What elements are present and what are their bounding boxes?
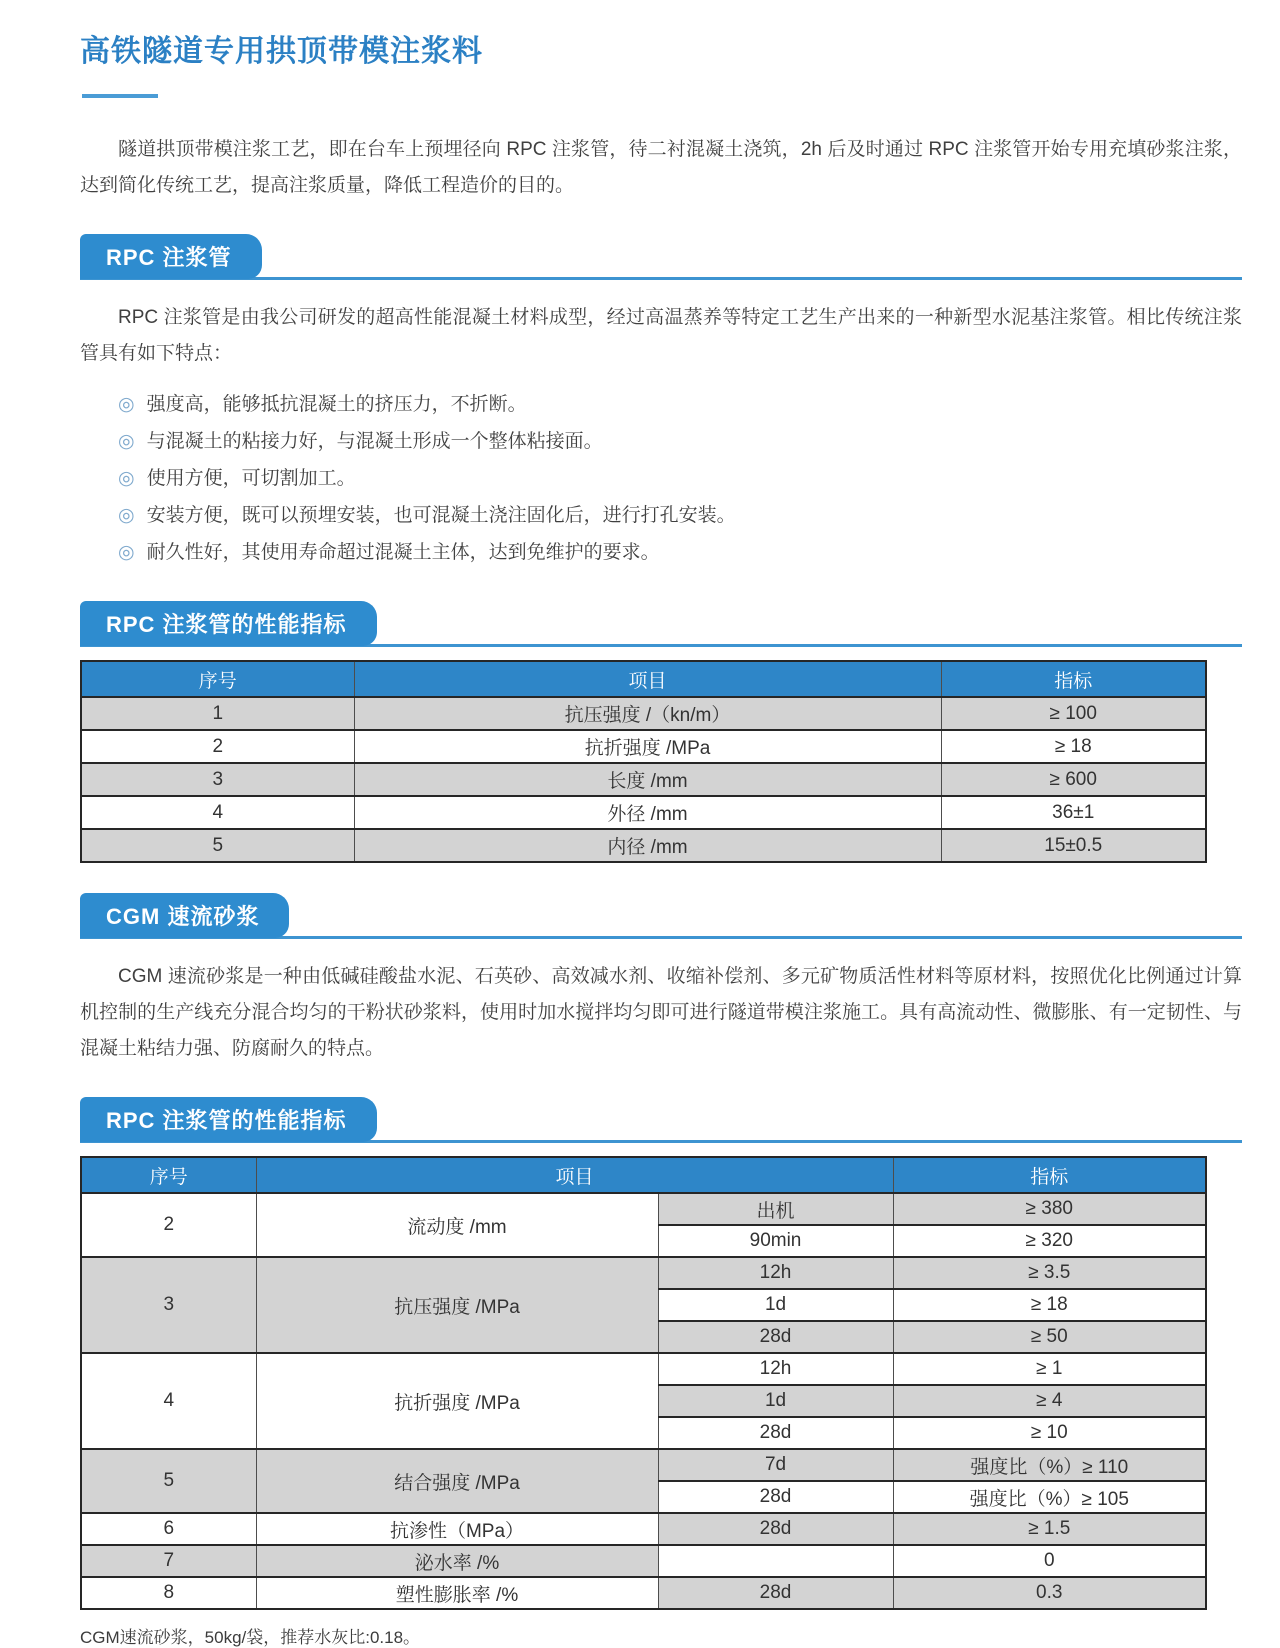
table-cell: 5 — [81, 829, 354, 862]
table-row — [81, 1513, 1206, 1545]
table-cell: 2 — [81, 730, 354, 763]
table-header-cell: 指标 — [893, 1157, 1206, 1193]
table-cell-value: ≥ 320 — [893, 1225, 1206, 1257]
double-circle-bullet-icon: ◎ — [118, 394, 135, 415]
table-cell-no: 6 — [81, 1513, 256, 1545]
table-cell-condition: 28d — [658, 1321, 893, 1353]
table-header-cell: 指标 — [941, 661, 1206, 697]
table-cell-condition: 28d — [658, 1417, 893, 1449]
section-head-rpc-table — [80, 601, 1242, 647]
table-cell: 4 — [81, 796, 354, 829]
feature-item — [118, 460, 1242, 497]
table-row — [81, 1193, 1206, 1225]
table-cell-no: 5 — [81, 1449, 256, 1513]
table-row — [81, 1257, 1206, 1289]
table-cell-value: ≥ 1.5 — [893, 1513, 1206, 1545]
table-cell-condition: 12h — [658, 1353, 893, 1385]
table-row — [81, 1353, 1206, 1385]
table-cell-item: 抗压强度 /MPa — [256, 1257, 658, 1353]
feature-item — [118, 497, 1242, 534]
table-cell: 抗折强度 /MPa — [354, 730, 941, 763]
feature-text: 与混凝土的粘接力好，与混凝土形成一个整体粘接面。 — [146, 431, 603, 452]
table-cell-no: 4 — [81, 1353, 256, 1449]
table-header — [81, 661, 1206, 697]
table-cell-value: 强度比（%）≥ 105 — [893, 1481, 1206, 1513]
table-cell: 36±1 — [941, 796, 1206, 829]
table-row — [81, 1577, 1206, 1609]
table-cell: ≥ 600 — [941, 763, 1206, 796]
table-cell-condition: 1d — [658, 1385, 893, 1417]
table-cell-value: 0.3 — [893, 1577, 1206, 1609]
table-cell-item: 塑性膨胀率 /% — [256, 1577, 658, 1609]
table-header-cell: 序号 — [81, 1157, 256, 1193]
table-cell: 内径 /mm — [354, 829, 941, 862]
table-cell-no: 2 — [81, 1193, 256, 1257]
section-tab-rpc-pipe: RPC 注浆管 — [80, 234, 262, 279]
intro-paragraph: 隧道拱顶带模注浆工艺，即在台车上预埋径向 RPC 注浆管，待二衬混凝土浇筑，2h 后及时通过 RPC 注浆管开始专用充填砂浆注浆，达到简化传统工艺，提高注浆质量，降低工程造价的目的。 — [80, 139, 1242, 196]
feature-text: 使用方便，可切割加工。 — [146, 468, 356, 489]
table-header-cell: 项目 — [354, 661, 941, 697]
section-tab-rpc-table: RPC 注浆管的性能指标 — [80, 601, 377, 646]
table-cell: ≥ 100 — [941, 697, 1206, 730]
table-cell: 外径 /mm — [354, 796, 941, 829]
table-cell-value: ≥ 380 — [893, 1193, 1206, 1225]
table-cell: 1 — [81, 697, 354, 730]
feature-item — [118, 386, 1242, 423]
table-cell-item: 结合强度 /MPa — [256, 1449, 658, 1513]
table-cell-condition: 7d — [658, 1449, 893, 1481]
double-circle-bullet-icon: ◎ — [118, 431, 135, 452]
table-cell-value: 强度比（%）≥ 110 — [893, 1449, 1206, 1481]
table-row — [81, 1545, 1206, 1577]
table-cell-value: ≥ 1 — [893, 1353, 1206, 1385]
table-cell-condition: 28d — [658, 1577, 893, 1609]
table-cell-value: 0 — [893, 1545, 1206, 1577]
table-row — [81, 697, 1206, 730]
footer-note: CGM速流砂浆，50kg/袋，推荐水灰比:0.18。 — [80, 1628, 421, 1647]
section-head-cgm-table — [80, 1097, 1242, 1143]
table-row — [81, 1449, 1206, 1481]
title-underline — [82, 94, 158, 98]
table-header-cell: 项目 — [256, 1157, 893, 1193]
table-row — [81, 796, 1206, 829]
table-cell: 15±0.5 — [941, 829, 1206, 862]
table-cell-no: 3 — [81, 1257, 256, 1353]
table-cell-condition: 28d — [658, 1513, 893, 1545]
table-cell-condition — [658, 1545, 893, 1577]
table-header — [81, 1157, 1206, 1193]
double-circle-bullet-icon: ◎ — [118, 468, 135, 489]
double-circle-bullet-icon: ◎ — [118, 542, 135, 563]
section-tab-cgm-table: RPC 注浆管的性能指标 — [80, 1097, 377, 1142]
table-cell-value: ≥ 50 — [893, 1321, 1206, 1353]
feature-text: 强度高，能够抵抗混凝土的挤压力，不折断。 — [146, 394, 527, 415]
table-cell-condition: 出机 — [658, 1193, 893, 1225]
table-cell: 长度 /mm — [354, 763, 941, 796]
table-cell: 抗压强度 /（kn/m） — [354, 697, 941, 730]
table-cell-value: ≥ 18 — [893, 1289, 1206, 1321]
feature-item — [118, 534, 1242, 571]
feature-text: 安装方便，既可以预埋安装，也可混凝土浇注固化后，进行打孔安装。 — [146, 505, 736, 526]
table-row — [81, 829, 1206, 862]
section-tab-cgm: CGM 速流砂浆 — [80, 893, 289, 938]
table-cell-condition: 1d — [658, 1289, 893, 1321]
cgm-performance-table — [80, 1156, 1207, 1610]
table-cell-value: ≥ 10 — [893, 1417, 1206, 1449]
double-circle-bullet-icon: ◎ — [118, 505, 135, 526]
table-cell-no: 8 — [81, 1577, 256, 1609]
feature-text: 耐久性好，其使用寿命超过混凝土主体，达到免维护的要求。 — [146, 542, 660, 563]
section-head-cgm — [80, 893, 1242, 939]
table-cell: 3 — [81, 763, 354, 796]
table-cell-item: 抗折强度 /MPa — [256, 1353, 658, 1449]
rpc-feature-list — [118, 386, 1242, 571]
cgm-paragraph: CGM 速流砂浆是一种由低碱硅酸盐水泥、石英砂、高效减水剂、收缩补偿剂、多元矿物质活性材料等原材料，按照优化比例通过计算机控制的生产线充分混合均匀的干粉状砂浆料，使用时加水搅拌均匀即可进行隧道带模注浆施工。具有高流动性、微膨胀、有一定韧性、与混凝土粘结力强、防腐耐久的特点。 — [80, 966, 1242, 1059]
table-cell-item: 流动度 /mm — [256, 1193, 658, 1257]
table-cell-item: 泌水率 /% — [256, 1545, 658, 1577]
table-row — [81, 763, 1206, 796]
rpc-performance-table — [80, 660, 1207, 863]
table-cell-condition: 90min — [658, 1225, 893, 1257]
table-cell-condition: 28d — [658, 1481, 893, 1513]
table-cell-condition: 12h — [658, 1257, 893, 1289]
table-cell-value: ≥ 3.5 — [893, 1257, 1206, 1289]
rpc-pipe-paragraph: RPC 注浆管是由我公司研发的超高性能混凝土材料成型，经过高温蒸养等特定工艺生产出来的一种新型水泥基注浆管。相比传统注浆管具有如下特点： — [80, 307, 1242, 364]
section-head-rpc-pipe — [80, 234, 1242, 280]
table-row — [81, 730, 1206, 763]
table-cell-no: 7 — [81, 1545, 256, 1577]
table-cell-item: 抗渗性（MPa） — [256, 1513, 658, 1545]
table-cell-value: ≥ 4 — [893, 1385, 1206, 1417]
page-title: 高铁隧道专用拱顶带模注浆料 — [80, 35, 483, 68]
table-cell: ≥ 18 — [941, 730, 1206, 763]
table-header-cell: 序号 — [81, 661, 354, 697]
feature-item — [118, 423, 1242, 460]
